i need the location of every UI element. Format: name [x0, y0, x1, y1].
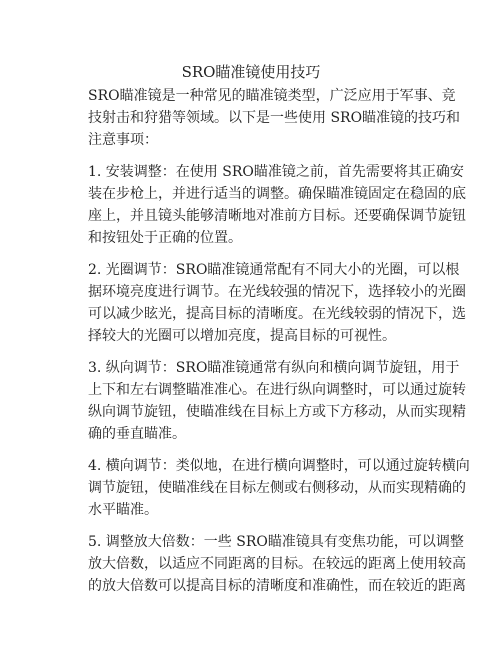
text-line: 据环境亮度进行调节。在光线较强的情况下，选择较小的光圈 — [88, 284, 466, 300]
text-line: 纵向调节旋钮，使瞄准线在目标上方或下方移动，从而实现精 — [88, 404, 466, 420]
text-line: 可以减少眩光，提高目标的清晰度。在光线较弱的情况下，选 — [88, 306, 466, 322]
document-title: SRO瞄准镜使用技巧 — [181, 63, 321, 81]
text-line: 座上，并且镜头能够清晰地对准前方目标。还要确保调节旋钮 — [88, 208, 466, 224]
text-line: 4. 横向调节：类似地，在进行横向调整时，可以通过旋转横向 — [88, 458, 470, 474]
section-horizontal-adjust — [88, 455, 470, 521]
text-line: 择较大的光圈可以增加亮度，提高目标的可视性。 — [88, 328, 396, 344]
section-vertical-adjust — [88, 357, 466, 445]
text-line: 1. 安装调整：在使用 SRO瞄准镜之前，首先需要将其正确安 — [88, 164, 464, 180]
text-line: 上下和左右调整瞄准准心。在进行纵向调整时，可以通过旋转 — [88, 382, 466, 398]
text-line: 确的垂直瞄准。 — [88, 426, 186, 442]
text-line: 的放大倍数可以提高目标的清晰度和准确性，而在较近的距离 — [88, 578, 466, 594]
text-line: 技射击和狩猎等领域。以下是一些使用 SRO瞄准镜的技巧和 — [88, 110, 461, 126]
section-install-adjust — [88, 161, 466, 249]
text-line: SRO瞄准镜是一种常见的瞄准镜类型，广泛应用于军事、竞 — [88, 88, 456, 104]
text-line: 调节旋钮，使瞄准线在目标左侧或右侧移动，从而实现精确的 — [88, 480, 466, 496]
text-line: 放大倍数，以适应不同距离的目标。在较远的距离上使用较高 — [88, 556, 466, 572]
text-line: 和按钮处于正确的位置。 — [88, 230, 242, 246]
text-line: 2. 光圈调节：SRO瞄准镜通常配有不同大小的光圈，可以根 — [88, 262, 460, 278]
text-line: 水平瞄准。 — [88, 502, 158, 518]
section-aperture-adjust — [88, 259, 466, 347]
text-line: 注意事项： — [88, 132, 158, 148]
text-line: 装在步枪上，并进行适当的调整。确保瞄准镜固定在稳固的底 — [88, 186, 466, 202]
text-line: 3. 纵向调节：SRO瞄准镜通常有纵向和横向调节旋钮，用于 — [88, 360, 460, 376]
section-magnification-adjust — [88, 531, 466, 597]
intro-paragraph — [88, 85, 461, 151]
text-line: 5. 调整放大倍数：一些 SRO瞄准镜具有变焦功能，可以调整 — [88, 534, 464, 550]
